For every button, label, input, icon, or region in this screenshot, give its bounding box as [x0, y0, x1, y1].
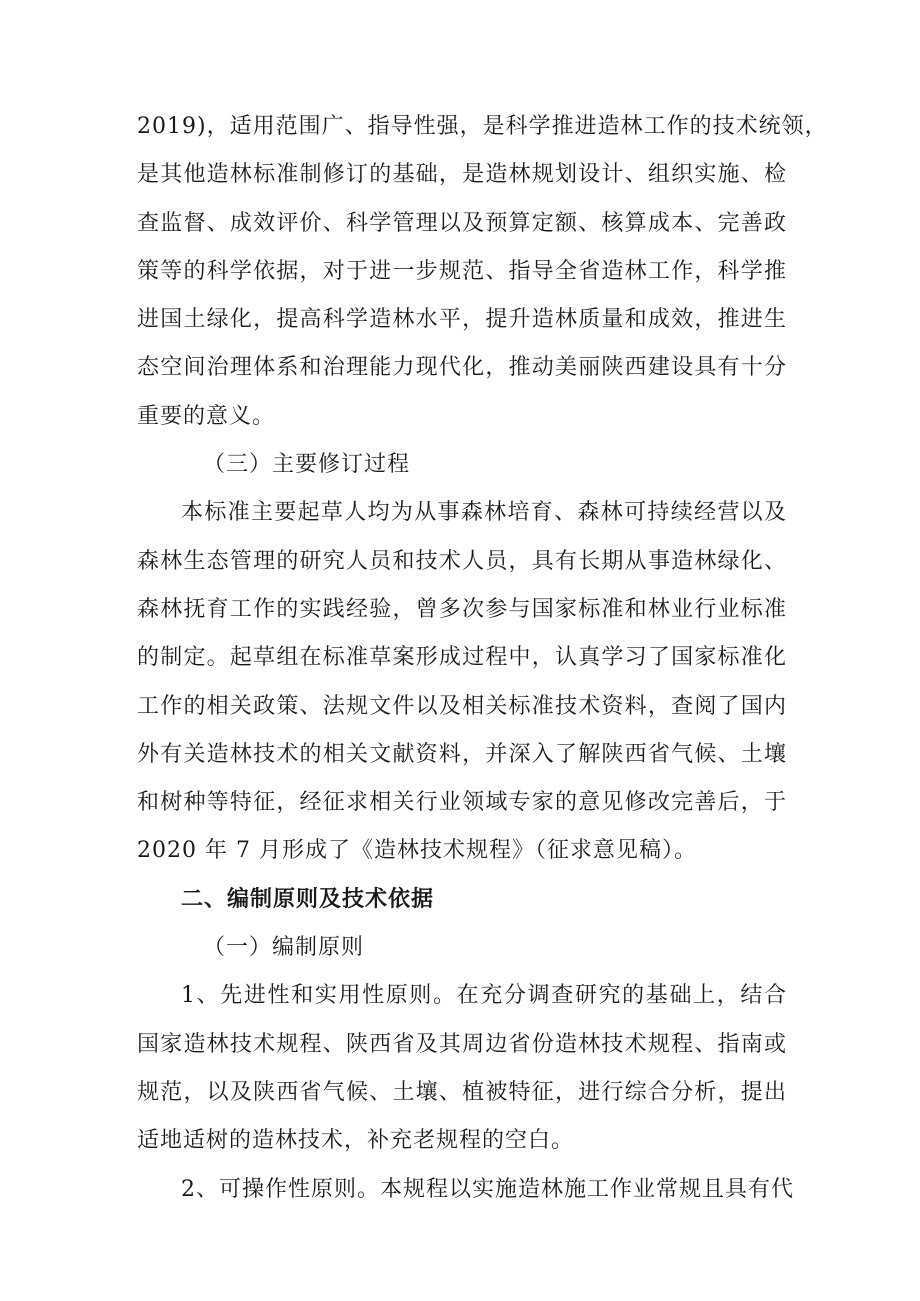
text-line: 重要的意义。 — [137, 403, 276, 429]
text-line: 外有关造林技术的相关文献资料，并深入了解陕西省气候、土壤 — [137, 741, 787, 767]
text-line: 工作的相关政策、法规文件以及相关标准技术资料，查阅了国内 — [137, 693, 787, 719]
text-line: 森林生态管理的研究人员和技术人员，具有长期从事造林绿化、 — [137, 548, 787, 574]
text-line: 和树种等特征，经征求相关行业领域专家的意见修改完善后，于 — [137, 790, 787, 816]
text-line: 查监督、成效评价、科学管理以及预算定额、核算成本、完善政 — [137, 210, 787, 236]
text-line: 的制定。起草组在标准草案形成过程中，认真学习了国家标准化 — [137, 645, 787, 671]
section-subheading: （一）编制原则 — [203, 935, 365, 961]
text-line: 2、可操作性原则。本规程以实施造林施工作业常规且具有代 — [181, 1176, 794, 1202]
text-line: 国家造林技术规程、陕西省及其周边省份造林技术规程、指南或 — [137, 1031, 787, 1057]
text-line: 是其他造林标准制修订的基础，是造林规划设计、组织实施、检 — [137, 162, 787, 188]
text-line: 森林抚育工作的实践经验，曾多次参与国家标准和林业行业标准 — [137, 596, 787, 622]
text-line: 规范，以及陕西省气候、土壤、植被特征，进行综合分析，提出 — [137, 1079, 787, 1105]
text-line: 态空间治理体系和治理能力现代化，推动美丽陕西建设具有十分 — [137, 355, 787, 381]
text-line: 2020 年 7 月形成了《造林技术规程》（征求意见稿）。 — [137, 838, 697, 864]
text-line: 本标准主要起草人均为从事森林培育、森林可持续经营以及 — [181, 500, 787, 526]
text-line: 2019)，适用范围广、指导性强，是科学推进造林工作的技术统领， — [137, 114, 828, 139]
text-line: 1、先进性和实用性原则。在充分调查研究的基础上，结合 — [181, 983, 787, 1009]
section-subheading: （三）主要修订过程 — [203, 452, 411, 478]
document-page — [137, 112, 828, 1223]
text-line: 适地适树的造林技术，补充老规程的空白。 — [137, 1128, 575, 1154]
text-line: 进国土绿化，提高科学造林水平，提升造林质量和成效，推进生 — [137, 307, 787, 333]
text-line: 策等的科学依据，对于进一步规范、指导全省造林工作，科学推 — [137, 258, 787, 284]
section-heading: 二、编制原则及技术依据 — [181, 886, 435, 912]
